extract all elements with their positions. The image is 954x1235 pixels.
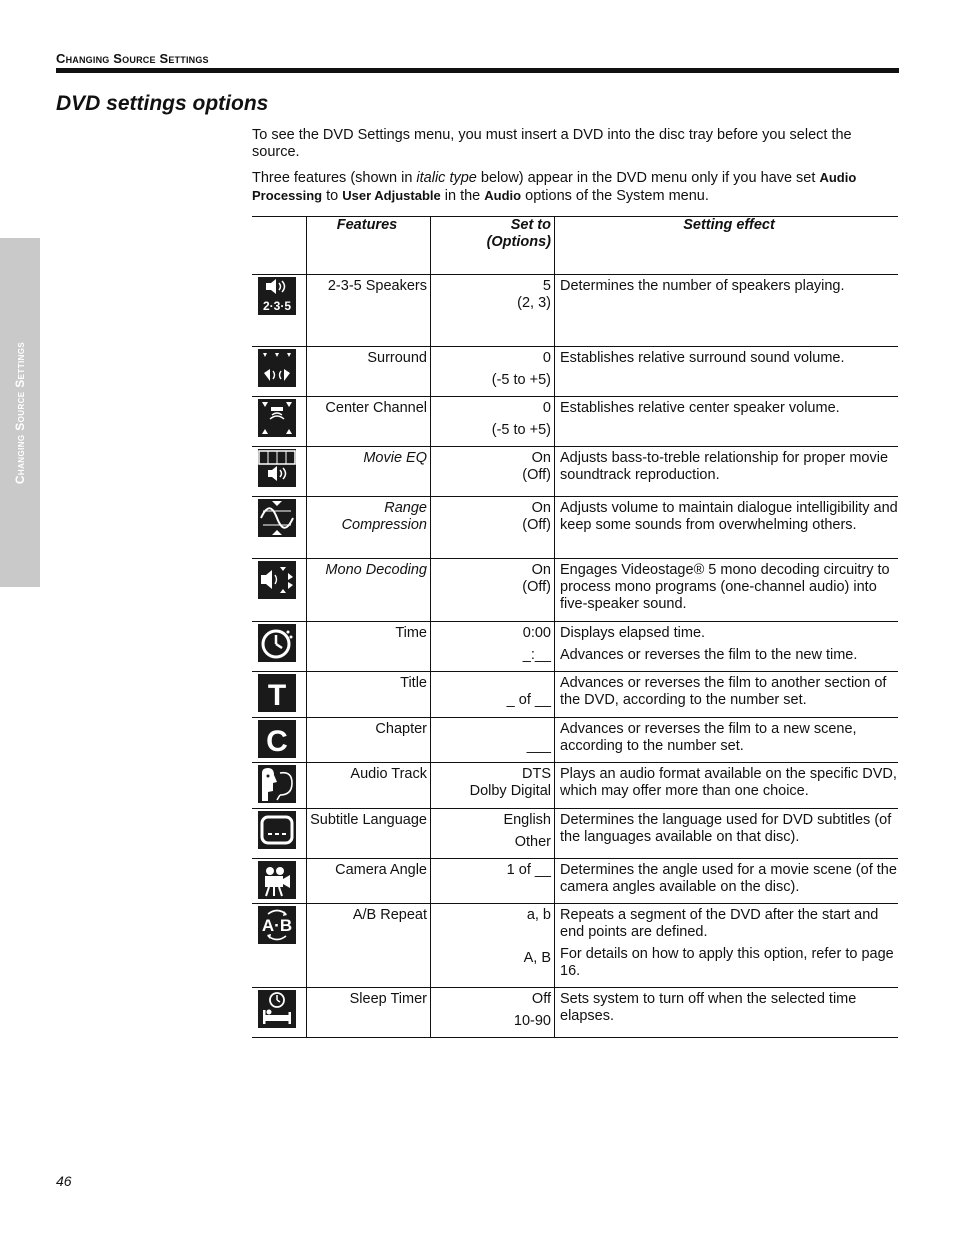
feature-cell: 2-3-5 Speakers <box>307 275 431 347</box>
feature-cell: A/B Repeat <box>307 904 431 988</box>
speaker-count-icon <box>258 277 296 315</box>
movie-eq-icon <box>258 449 296 487</box>
effect-cell: Engages Videostage® 5 mono decoding circuitry to process mono programs (one-channel audio) into five-speaker sound. <box>555 559 899 622</box>
features-header: Features <box>307 217 431 275</box>
feature-cell: Subtitle Language <box>307 809 431 859</box>
svg-text:C: C <box>266 725 288 758</box>
page-title: DVD settings options <box>56 92 269 115</box>
table-row <box>252 275 898 347</box>
intro-paragraph-2: Three features (shown in italic type below) appear in the DVD menu only if you have set Audio Processing to User Adjustable in the Audio options of the System menu. <box>252 170 857 204</box>
camera-angle-icon <box>258 861 296 899</box>
mono-decoding-icon <box>258 561 296 599</box>
time-icon <box>258 624 296 662</box>
icon-column-header <box>252 217 307 275</box>
setting-cell: 0:00 _:__ <box>431 622 555 672</box>
setting-cell: 5 (2, 3) <box>431 275 555 347</box>
setting-effect-header: Setting effect <box>555 217 899 275</box>
intro-text <box>252 127 900 213</box>
feature-cell: Chapter <box>307 718 431 763</box>
table-row <box>252 447 898 497</box>
effect-cell: Determines the angle used for a movie scene (of the camera angles available on the disc). <box>555 859 899 904</box>
setting-cell: On (Off) <box>431 497 555 559</box>
effect-cell: Sets system to turn off when the selected time elapses. <box>555 988 899 1038</box>
side-tab <box>0 238 40 587</box>
setting-cell: 0 (-5 to +5) <box>431 397 555 447</box>
ab-repeat-icon <box>258 906 296 944</box>
effect-cell: Establishes relative center speaker volume. <box>555 397 899 447</box>
dvd-settings-table <box>252 216 898 1038</box>
table-row <box>252 809 898 859</box>
effect-cell: Displays elapsed time. Advances or reverses the film to the new time. <box>555 622 899 672</box>
subtitle-icon <box>258 811 296 849</box>
table-row <box>252 672 898 718</box>
effect-cell: Adjusts volume to maintain dialogue intelligibility and keep some sounds from overwhelming others. <box>555 497 899 559</box>
svg-text:T: T <box>267 679 287 712</box>
title-icon <box>258 674 296 712</box>
setting-cell: 1 of __ <box>431 859 555 904</box>
side-tab-label: Changing Source Settings <box>13 341 27 484</box>
effect-cell: Plays an audio format available on the specific DVD, which may offer more than one choice. <box>555 763 899 809</box>
table-row <box>252 859 898 904</box>
chapter-icon <box>258 720 296 758</box>
range-compression-icon <box>258 499 296 537</box>
table-row <box>252 904 898 988</box>
table-row <box>252 718 898 763</box>
feature-cell: Time <box>307 622 431 672</box>
setting-cell: _ of __ <box>431 672 555 718</box>
effect-cell: Determines the number of speakers playing. <box>555 275 899 347</box>
effect-cell: Establishes relative surround sound volume. <box>555 347 899 397</box>
setting-cell: On (Off) <box>431 447 555 497</box>
setting-cell: Off 10-90 <box>431 988 555 1038</box>
audio-track-icon <box>258 765 296 803</box>
effect-cell: Determines the language used for DVD subtitles (of the languages available on that disc). <box>555 809 899 859</box>
setting-cell: 0 (-5 to +5) <box>431 347 555 397</box>
sleep-timer-icon <box>258 990 296 1028</box>
set-to-header: Set to (Options) <box>431 217 555 275</box>
table-header-row <box>252 217 898 275</box>
table-row <box>252 763 898 809</box>
table-row <box>252 988 898 1038</box>
feature-cell: Mono Decoding <box>307 559 431 622</box>
table-row <box>252 559 898 622</box>
effect-cell: Repeats a segment of the DVD after the start and end points are defined. For details on how to apply this option, refer to page 16. <box>555 904 899 988</box>
setting-cell: On (Off) <box>431 559 555 622</box>
running-header: Changing Source Settings <box>56 51 209 66</box>
svg-text:2·3·5: 2·3·5 <box>262 299 292 313</box>
table-row <box>252 347 898 397</box>
feature-cell: Surround <box>307 347 431 397</box>
feature-cell: Center Channel <box>307 397 431 447</box>
feature-cell: Title <box>307 672 431 718</box>
header-rule <box>56 68 899 73</box>
setting-cell: a, b A, B <box>431 904 555 988</box>
table-row <box>252 497 898 559</box>
feature-cell: Camera Angle <box>307 859 431 904</box>
effect-cell: Adjusts bass-to-treble relationship for proper movie soundtrack reproduction. <box>555 447 899 497</box>
intro-paragraph-1: To see the DVD Settings menu, you must insert a DVD into the disc tray before you select the source. <box>252 127 852 160</box>
page-number: 46 <box>56 1173 72 1189</box>
center-channel-icon <box>258 399 296 437</box>
svg-text:A·B: A·B <box>261 916 293 935</box>
feature-cell: Audio Track <box>307 763 431 809</box>
surround-icon <box>258 349 296 387</box>
effect-cell: Advances or reverses the film to a new scene, according to the number set. <box>555 718 899 763</box>
effect-cell: Advances or reverses the film to another section of the DVD, according to the number set. <box>555 672 899 718</box>
feature-cell: Range Compression <box>307 497 431 559</box>
table-row <box>252 622 898 672</box>
feature-cell: Sleep Timer <box>307 988 431 1038</box>
feature-cell: Movie EQ <box>307 447 431 497</box>
setting-cell: DTS Dolby Digital <box>431 763 555 809</box>
setting-cell: ___ <box>431 718 555 763</box>
setting-cell: English Other <box>431 809 555 859</box>
table-row <box>252 397 898 447</box>
